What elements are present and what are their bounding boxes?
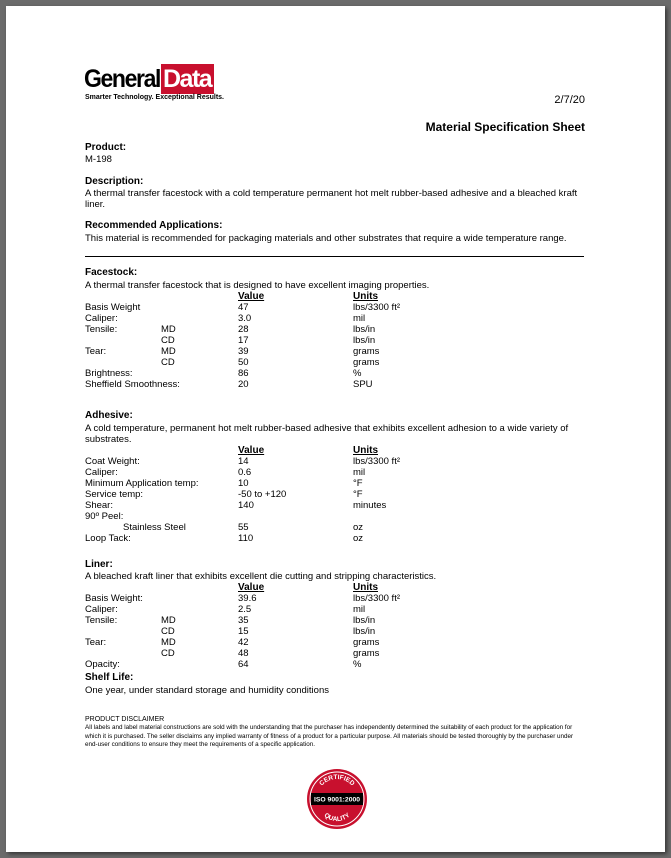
row-label: Tear: [85,346,107,357]
row-label: Opacity: [85,659,120,670]
applications-text: This material is recommended for packaging materials and other substrates that require a wide temperature range. [85,233,567,244]
adhesive-text-line2: substrates. [85,434,132,445]
row-label: Caliper: [85,467,118,478]
row-label: Minimum Application temp: [85,478,199,489]
row-label: Caliper: [85,604,118,615]
row-value: 15 [238,626,249,637]
row-value: 17 [238,335,249,346]
facestock-text: A thermal transfer facestock that is designed to have excellent imaging properties. [85,280,430,291]
row-value: 140 [238,500,254,511]
liner-value-header: Value [238,582,265,593]
row-label: Shear: [85,500,113,511]
adhesive-text-line1: A cold temperature, permanent hot melt rubber-based adhesive that exhibits excellent adhesion to a wide variety of [85,423,569,434]
row-value: 55 [238,522,249,533]
row-units: grams [353,637,380,648]
row-value: 10 [238,478,249,489]
description-heading: Description: [85,176,144,187]
row-label: Basis Weight: [85,593,143,604]
row-label: Tensile: [85,324,118,335]
logo-word-data: Data [161,64,214,94]
row-sublabel: CD [161,626,175,637]
shelf-life-text: One year, under standard storage and humidity conditions [85,685,329,696]
iso-certified-seal [306,768,368,830]
applications-heading: Recommended Applications: [85,220,223,231]
row-units: lbs/in [353,626,376,637]
liner-units-header: Units [353,582,378,593]
row-value: 2.5 [238,604,252,615]
row-sublabel: MD [161,346,176,357]
row-units: °F [353,478,363,489]
liner-heading: Liner: [85,559,113,570]
row-value: 86 [238,368,249,379]
row-units: grams [353,357,380,368]
row-label: Caliper: [85,313,118,324]
facestock-units-header: Units [353,291,378,302]
row-label: Loop Tack: [85,533,131,544]
spec-sheet-page [6,6,665,852]
row-value: 20 [238,379,249,390]
row-units: % [353,659,362,670]
row-units: mil [353,467,366,478]
seal-middle-text: ISO 9001:2000 [313,796,361,804]
row-value: 42 [238,637,249,648]
row-units: lbs/3300 ft² [353,302,400,313]
row-value: 50 [238,357,249,368]
facestock-value-header: Value [238,291,265,302]
row-sublabel: CD [161,648,175,659]
row-sublabel: CD [161,357,175,368]
product-value: M-198 [85,154,112,165]
seal-bottom-text: QUALITY [322,811,352,824]
adhesive-value-header: Value [238,445,265,456]
row-units: lbs/in [353,615,376,626]
row-units: lbs/3300 ft² [353,593,400,604]
row-value: 39 [238,346,249,357]
row-value: 28 [238,324,249,335]
row-value: 110 [238,533,254,544]
row-label: Tensile: [85,615,118,626]
row-units: grams [353,648,380,659]
facestock-heading: Facestock: [85,267,138,278]
row-units: % [353,368,362,379]
row-value: 64 [238,659,249,670]
adhesive-heading: Adhesive: [85,410,133,421]
company-tagline: Smarter Technology. Exceptional Results. [85,94,224,101]
row-units: mil [353,313,366,324]
row-units: lbs/in [353,324,376,335]
logo-word-general: General [84,65,161,93]
row-units: lbs/in [353,335,376,346]
sheet-title: Material Specification Sheet [425,120,585,134]
row-units: oz [353,522,364,533]
row-units: mil [353,604,366,615]
row-value: 35 [238,615,249,626]
row-label: Sheffield Smoothness: [85,379,180,390]
row-value: 47 [238,302,249,313]
adhesive-units-header: Units [353,445,378,456]
description-text: A thermal transfer facestock with a cold temperature permanent hot melt rubber-based adhesive and a bleached kraft liner. [85,188,578,210]
shelf-life-heading: Shelf Life: [85,672,134,683]
row-units: lbs/3300 ft² [353,456,400,467]
row-label: Tear: [85,637,107,648]
row-sublabel: MD [161,615,176,626]
section-divider [85,256,584,257]
row-label: Brightness: [85,368,133,379]
row-label: Service temp: [85,489,144,500]
row-sublabel: Stainless Steel [123,522,186,533]
row-value: 39.6 [238,593,257,604]
row-sublabel: CD [161,335,175,346]
row-label: Basis Weight [85,302,141,313]
row-units: oz [353,533,364,544]
row-sublabel: MD [161,324,176,335]
row-value: 0.6 [238,467,252,478]
row-sublabel: MD [161,637,176,648]
row-value: 48 [238,648,249,659]
liner-text: A bleached kraft liner that exhibits excellent die cutting and stripping characteristics. [85,571,437,582]
sheet-date: 2/7/20 [554,94,585,106]
seal-top-text: CERTIFIED [318,773,356,788]
row-label: 90º Peel: [85,511,124,522]
row-value: 3.0 [238,313,252,324]
row-units: °F [353,489,363,500]
row-units: SPU [353,379,373,390]
row-units: minutes [353,500,387,511]
row-label: Coat Weight: [85,456,140,467]
row-units: grams [353,346,380,357]
row-value: 14 [238,456,249,467]
row-value: -50 to +120 [238,489,287,500]
disclaimer-heading: PRODUCT DISCLAIMER [85,716,165,723]
disclaimer-text: All labels and label material constructions are sold with the understanding that the purchaser has independently determined the suitability of each product for the application for which it is purchased. The seller disclaims any implied warranty of fitness of a product for a particular purpose. All materials should be tested thoroughly by the purchaser under end-user conditions to ensure they meet the requirements of a specific application. [85,724,574,749]
product-heading: Product: [85,142,127,153]
